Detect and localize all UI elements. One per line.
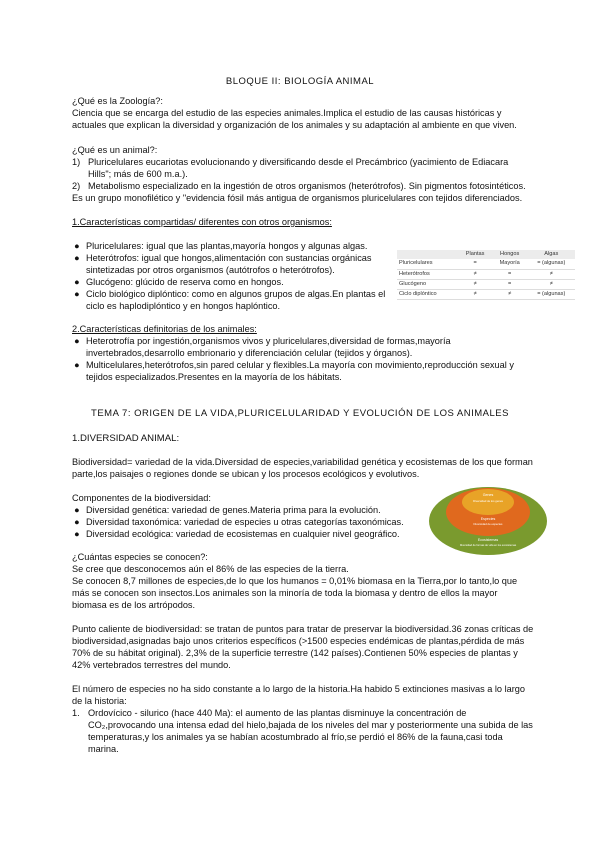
column-header: Algas	[528, 250, 575, 259]
cuantas-p2: Se conocen 8,7 millones de especies,de lo que los humanos = 0,01% biomasa en la Tierra,por lo tanto,lo que más se conocen son insectos.Los animales son la minoría de toda la biomasa y dentro de ellos la mayor biomasa es de los artrópodos.	[72, 575, 518, 610]
bullet-icon: ●	[74, 241, 80, 251]
table-header-row	[397, 250, 575, 259]
list-item: ● Heterótrofos: igual que hongos,alimentación con sustancias orgánicas sintetizadas por otros organismos (autótrofos o heterótrofos).	[74, 252, 372, 275]
animal-question: ¿Qué es un animal?:	[72, 145, 158, 155]
bloque-title: BLOQUE II: BIOLOGÍA ANIMAL	[225, 76, 375, 87]
table-row: Heterótrofos ≠ = ≠	[397, 269, 575, 279]
bullet-icon: ●	[74, 516, 80, 527]
bullet-icon: ●	[74, 504, 80, 515]
cuantas-p1: Se cree que desconocemos aún el 86% de las especies de la tierra.	[72, 563, 349, 574]
species-text: Diversidad de especies	[473, 522, 503, 526]
section1-list	[72, 241, 390, 313]
extinciones-intro: El número de especies no ha sido constante a lo largo de la historia.Ha habido 5 extinciones masivas a lo largo de la historia:	[72, 684, 526, 706]
column-header	[397, 250, 458, 259]
item-number: 2)	[72, 180, 81, 191]
column-header: Hongos	[492, 250, 528, 259]
components-heading: Componentes de la biodiversidad:	[72, 493, 211, 503]
list-item: ● Multicelulares,heterótrofos,sin pared celular y flexibles.La mayoría con movimiento,reproducción sexual y tejidos especializados.Presentes en la mayoría de los hábitats.	[74, 359, 514, 382]
table-row: Glucógeno ≠ = ≠	[397, 279, 575, 289]
list-item: ● Heterotrofía por ingestión,organismos vivos y pluricelulares,diversidad de formas,mayoría invertebrados,desarrollo embrionario y diferenciación celular (tejidos y órganos).	[74, 336, 451, 358]
bullet-icon: ●	[74, 288, 80, 299]
extinciones-block	[72, 684, 534, 756]
section1-heading: 1.Características compartidas/ diferentes con otros organismos:	[72, 217, 332, 227]
cuantas-block	[72, 552, 534, 612]
zoologia-question: ¿Qué es la Zoología?:	[72, 96, 163, 106]
bullet-icon: ●	[74, 276, 80, 287]
section2-heading: 2.Características definitorias de los animales:	[72, 324, 257, 334]
list-item: ● Glucógeno: glúcido de reserva como en hongos.	[74, 276, 284, 287]
column-header: Plantas	[458, 250, 491, 259]
species-label: Especies	[480, 517, 496, 521]
components-block	[72, 493, 422, 541]
item-text: Metabolismo especializado en la ingestión de otros organismos (heterótrofos). Sin pigmentos fotosintéticos.	[88, 180, 526, 191]
tema-title: TEMA 7: ORIGEN DE LA VIDA,PLURICELULARIDAD Y EVOLUCIÓN DE LOS ANIMALES	[91, 408, 509, 419]
genes-label: Genes	[482, 493, 494, 497]
punto-caliente: Punto caliente de biodiversidad: se tratan de puntos para tratar de preservar la biodiversidad.36 zonas críticas de biodiversidad,asignadas bajo unos criterios específicos (>1500 especies endémicas de plantas,pérdida de más 70% de su hábitat original). 2,3% de la superficie terrestre (142 países).Contienen 50% especies de plantas y 42% vertebrados terrestres del mundo.	[72, 624, 534, 670]
list-item: ● Diversidad genética: variedad de genes.Materia prima para la evolución.	[74, 504, 381, 515]
biodiversity-diagram	[428, 486, 548, 556]
components-list	[72, 505, 422, 541]
bullet-icon: ●	[74, 336, 80, 346]
item-number: 1)	[72, 156, 81, 167]
biodiversidad-definition: Biodiversidad= variedad de la vida.Diversidad de especies,variabilidad genética y ecosistemas de los que forman parte,los paisajes o regiones donde se ubican y los procesos ecológicos y evolutivos.	[72, 457, 533, 479]
bullet-icon: ●	[74, 252, 80, 263]
animal-item	[72, 181, 532, 193]
diversidad-heading: 1.DIVERSIDAD ANIMAL:	[72, 433, 180, 444]
table-row: Pluricelulares = Mayoría = (algunas)	[397, 259, 575, 269]
extinction-item	[72, 708, 534, 756]
list-item: ● Ciclo biológico diplóntico: como en algunos grupos de algas.En plantas el ciclo es haplodiplóntico y en hongos haplóntico.	[74, 288, 386, 311]
section2-list	[72, 336, 534, 384]
list-item: ● Diversidad ecológica: variedad de ecosistemas en cualquier nivel geográfico.	[74, 528, 400, 539]
comparison-table	[397, 250, 575, 300]
item-number: 1.	[72, 707, 80, 718]
cuantas-question: ¿Cuántas especies se conocen?:	[72, 552, 208, 562]
genes-text: Diversidad de los genes	[473, 499, 503, 503]
animal-extra: Es un grupo monofilético y "evidencia fósil más antigua de organismos pluricelulares con tejidos diferenciados.	[72, 192, 523, 203]
bullet-icon: ●	[74, 528, 80, 539]
item-text: Pluricelulares eucariotas evolucionando y diversificando desde el Precámbrico (yacimiento de Ediacara Hills"; más de 600 m.a.).	[88, 156, 509, 179]
animal-block	[72, 145, 532, 205]
animal-item	[72, 157, 532, 181]
item-text: Ordovícico - silurico (hace 440 Ma): el aumento de las plantas disminuye la concentración de CO₂,provocando una intensa edad del hielo,bajada de los niveles del mar y posteriormente una subida de las temperaturas,y los animales ya se habían acostumbrado al frío,se perdió el 86% de la fauna,casi toda marina.	[88, 707, 533, 754]
ecosystems-label: Ecosistemas	[477, 538, 499, 542]
table-row: Ciclo diplóntico ≠ ≠ = (algunas)	[397, 290, 575, 300]
zoologia-block	[72, 96, 532, 132]
ecosystems-text: Diversidad de formas de vida en los ecosistemas	[459, 544, 517, 547]
list-item: ● Pluricelulares: igual que las plantas,mayoría hongos y algunas algas.	[74, 241, 368, 251]
zoologia-answer: Ciencia que se encarga del estudio de las especies animales.Implica el estudio de las causas históricas y actuales que explican la diversidad y organización de los animales y su adaptación al ambiente en que viven.	[72, 107, 517, 130]
bullet-icon: ●	[74, 359, 80, 370]
list-item: ● Diversidad taxonómica: variedad de especies u otras categorías taxonómicas.	[74, 516, 404, 527]
